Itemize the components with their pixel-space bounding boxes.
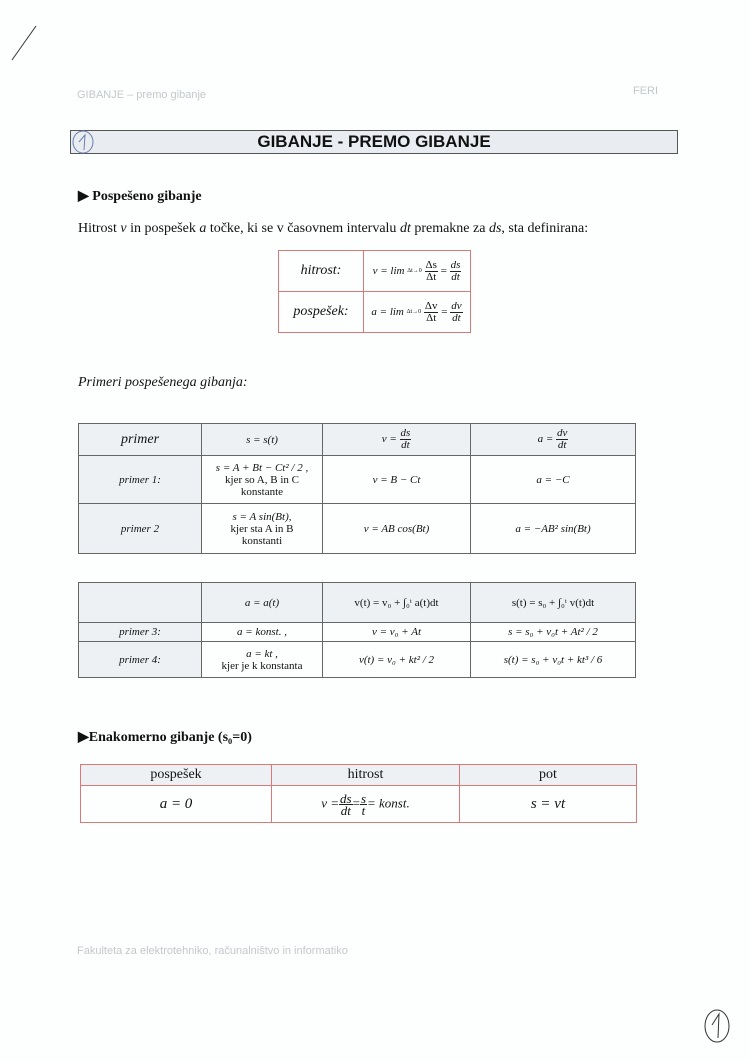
examples-table-1: primer s = s(t) v = $\frac{ds}{dt}$ a = $\frac{dv}{dt}$ primer 1: s = A + Bt − Ct² / 2 , kjer so A, B in C konstante v = B − Ct a = −C primer 2 s = A sin(Bt), kjer sta A in B konstanti v = AB cos(Bt) a = −AB² sin(Bt)	[78, 423, 636, 554]
pen-mark	[8, 22, 40, 64]
header-right: FERI	[633, 85, 659, 97]
header-left: GIBANJE – premo gibanje	[77, 89, 207, 101]
intro-text: Hitrost v in pospešek a točke, ki se v časovnem intervalu dt premakne za ds, sta definirana:	[78, 221, 589, 236]
table-row: primer 1: s = A + Bt − Ct² / 2 , kjer so A, B in C konstante v = B − Ct a = −C	[79, 456, 636, 504]
table-row: primer 4: a = kt , kjer je k konstanta v(t) = v₀ + kt² / 2 s(t) = s₀ + v₀t + kt³ / 6	[79, 642, 636, 678]
section-heading-uniform: ▶Enakomerno gibanje (s₀=0)	[78, 730, 252, 745]
definitions-table: hitrost: v = lim Δt→0 $\frac{\Delta s}{\Delta t}$ = $\frac{ds}{dt}$ pospešek: a = lim Δt→0 $\frac{\Delta v}{\Delta t}$ = $\frac{dv}{dt}$	[278, 250, 471, 333]
uniform-motion-table: pospešek hitrost pot a = 0 v = $\frac{ds}{dt}$ = $\frac{s}{t}$ = konst. s = vt	[80, 764, 637, 823]
title-text: GIBANJE - PREMO GIBANJE	[257, 132, 491, 151]
table-row: primer 2 s = A sin(Bt), kjer sta A in B konstanti v = AB cos(Bt) a = −AB² sin(Bt)	[79, 504, 636, 554]
table-row: primer 3: a = konst. , v = v₀ + At s = s₀ + v₀t + At² / 2	[79, 623, 636, 642]
page-title	[70, 130, 678, 154]
handwritten-circled-number	[70, 130, 98, 156]
examples-table-2: a = a(t) v(t) = v₀ + ∫₀ᵗ a(t)dt s(t) = s₀ + ∫₀ᵗ v(t)dt primer 3: a = konst. , v = v₀ + At s = s₀ + v₀t + At² / 2 primer 4: a = kt , kjer je k konstanta v(t) = v₀ + kt² / 2 s(t) = s₀ + v₀t + kt³ / 6	[78, 582, 636, 678]
handwritten-page-number	[700, 1005, 736, 1047]
footer: Fakulteta za elektrotehniko, računalništvo in informatiko	[77, 945, 348, 957]
examples-caption: Primeri pospešenega gibanja:	[78, 375, 248, 390]
section-heading-accelerated: ▶ Pospešeno gibanje	[78, 189, 202, 204]
